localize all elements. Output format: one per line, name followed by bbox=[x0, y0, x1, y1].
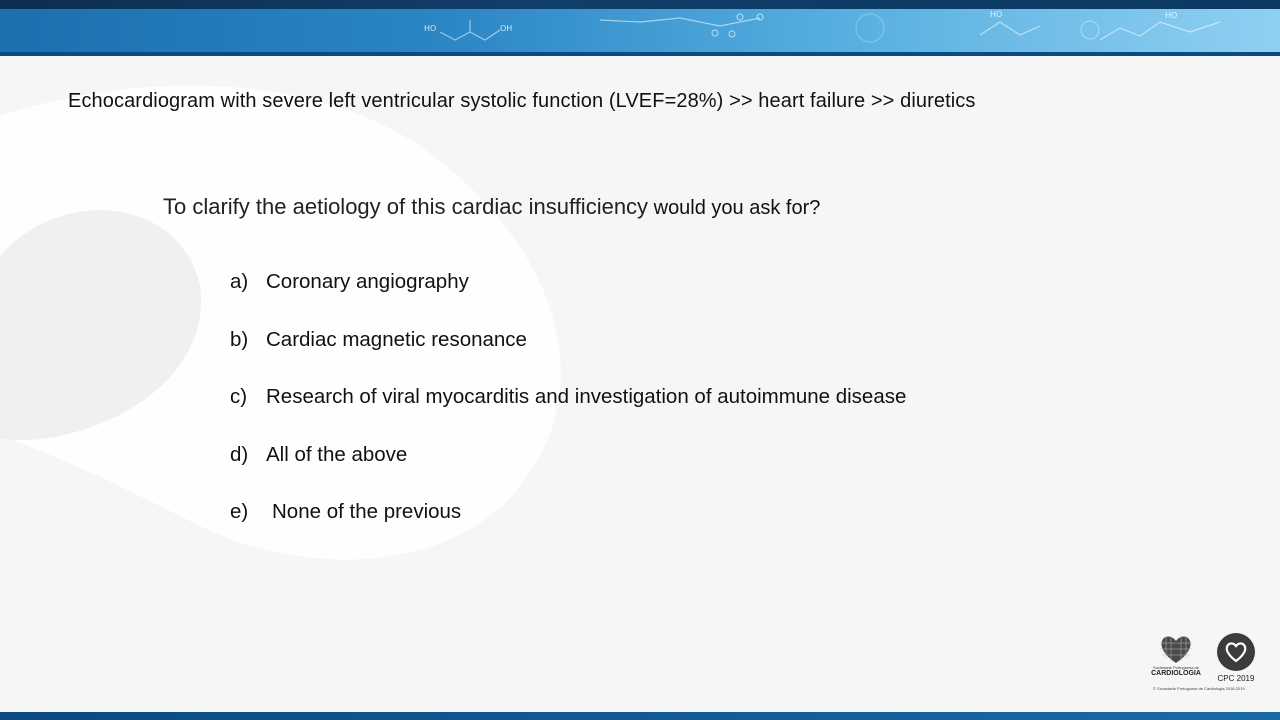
option-c[interactable] bbox=[230, 385, 906, 443]
option-a[interactable] bbox=[230, 270, 906, 328]
answer-options bbox=[230, 270, 906, 558]
option-letter: b) bbox=[230, 327, 249, 351]
chem-label-2: OH bbox=[500, 24, 513, 33]
spc-name: CARDIOLOGIA bbox=[1151, 670, 1201, 677]
question-tail: would you ask for? bbox=[648, 197, 821, 219]
heart-grid-icon bbox=[1158, 633, 1194, 665]
chem-label-3: HO bbox=[990, 10, 1003, 19]
option-b[interactable] bbox=[230, 328, 906, 386]
cpc-badge bbox=[1217, 633, 1255, 671]
option-e[interactable] bbox=[230, 500, 906, 558]
footer-bar bbox=[0, 712, 1280, 720]
option-text: Cardiac magnetic resonance bbox=[266, 327, 527, 351]
slide-headline: Echocardiogram with severe left ventricular systolic function (LVEF=28%) >> heart failure >> diuretics bbox=[68, 90, 976, 112]
option-text: Research of viral myocarditis and investigation of autoimmune disease bbox=[266, 385, 907, 408]
chem-label-4: HO bbox=[1165, 11, 1178, 20]
copyright-text: © Sociedade Portuguesa de Cardiologia 2018-2019 bbox=[1153, 686, 1245, 691]
option-letter: a) bbox=[230, 270, 249, 293]
cpc-label: CPC 2019 bbox=[1217, 674, 1255, 683]
option-letter: e) bbox=[230, 500, 249, 523]
cpc-logo bbox=[1214, 633, 1258, 683]
chem-label-1: HO bbox=[424, 24, 437, 33]
heart-outline-icon bbox=[1224, 641, 1248, 663]
option-text: None of the previous bbox=[272, 500, 462, 523]
option-d[interactable] bbox=[230, 443, 906, 501]
option-letter: c) bbox=[230, 385, 248, 408]
header-banner bbox=[0, 0, 1280, 56]
chemistry-pattern-icon bbox=[0, 0, 1280, 56]
option-letter: d) bbox=[230, 442, 249, 466]
option-text: Coronary angiography bbox=[266, 270, 469, 293]
question-main: To clarify the aetiology of this cardiac insufficiency bbox=[163, 194, 649, 219]
spc-logo bbox=[1150, 633, 1202, 678]
option-text: All of the above bbox=[266, 442, 408, 466]
spc-subtitle: Sociedade Portuguesa de bbox=[1152, 665, 1200, 670]
question-text bbox=[163, 194, 820, 220]
